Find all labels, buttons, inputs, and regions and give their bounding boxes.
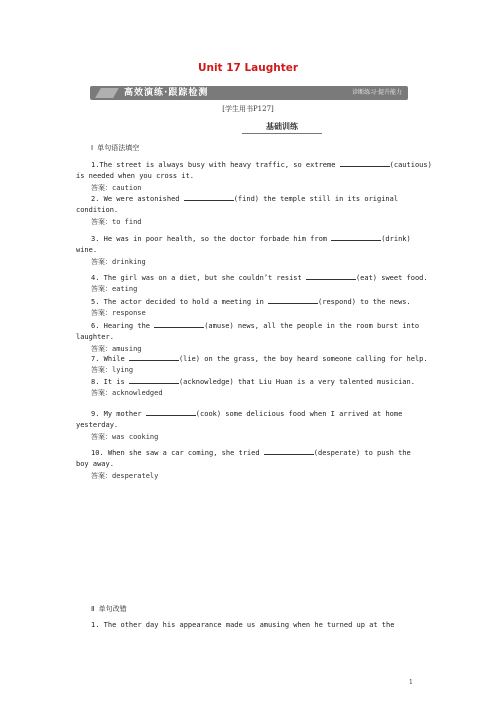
question-text: 4. The girl was on a diet, but she couldn’t resist	[91, 274, 306, 282]
answer-blank	[146, 408, 196, 416]
page-number: 1	[409, 679, 413, 686]
question-continuation: yesterday.	[76, 421, 119, 429]
section-tag: 基础训练	[242, 121, 322, 134]
answer-blank	[129, 376, 179, 384]
banner-right-label: 诊断练习·提升能力	[352, 89, 402, 96]
question-continuation: laughter.	[76, 333, 114, 341]
student-book-reference: [学生用书P127]	[222, 105, 274, 113]
part1-heading: Ⅰ 单句语法填空	[91, 144, 140, 152]
section-banner	[90, 86, 408, 100]
question-line	[91, 408, 402, 419]
question-text: 3. He was in poor health, so the doctor forbade him from	[91, 235, 332, 243]
question-text: (amuse) news, all the people in the room burst into	[204, 322, 420, 330]
question-text: 5. The actor decided to hold a meeting in	[91, 298, 269, 306]
question-line	[91, 320, 419, 331]
answer-text: 答案：was cooking	[91, 433, 159, 441]
part2-first-item: 1. The other day his appearance made us amusing when he turned up at the	[91, 621, 395, 629]
answer-text: 答案：desperately	[91, 472, 159, 480]
question-line	[91, 353, 428, 364]
answer-text: 答案：caution	[91, 184, 142, 192]
question-text: 8. It is	[91, 378, 129, 386]
question-line	[91, 272, 428, 283]
part2-heading: Ⅱ 单句改错	[91, 605, 127, 613]
question-text: 10. When she saw a car coming, she tried	[91, 449, 264, 457]
answer-text: 答案：amusing	[91, 345, 142, 353]
answer-text: 答案：lying	[91, 366, 134, 374]
question-text: (desperate) to push the	[313, 449, 411, 457]
answer-blank	[331, 233, 381, 241]
answer-blank	[340, 159, 390, 167]
page-title: Unit 17 Laughter	[197, 62, 299, 74]
question-text: 7. While	[91, 355, 129, 363]
question-text: (find) the temple still in its original	[233, 195, 399, 203]
answer-text: 答案：to find	[91, 218, 142, 226]
question-line	[91, 159, 432, 170]
answer-blank	[129, 353, 179, 361]
question-continuation: wine.	[76, 246, 98, 254]
question-continuation: condition.	[76, 206, 119, 214]
question-text: (respond) to the news.	[318, 298, 411, 306]
question-text: (acknowledge) that Liu Huan is a very talented musician.	[178, 378, 415, 386]
question-text: (cook) some delicious food when I arrived at home	[195, 410, 403, 418]
question-line	[91, 376, 415, 387]
answer-blank	[268, 296, 318, 304]
question-text: 6. Hearing the	[91, 322, 155, 330]
question-line	[91, 296, 411, 307]
answer-blank	[154, 320, 204, 328]
answer-blank	[306, 272, 356, 280]
question-text: (drink)	[381, 235, 411, 243]
question-text: (cautious)	[389, 161, 432, 169]
answer-text: 答案：acknowledged	[91, 389, 163, 397]
question-continuation: is needed when you cross it.	[76, 172, 195, 180]
question-line	[91, 233, 411, 244]
answer-blank	[184, 193, 234, 201]
answer-text: 答案：drinking	[91, 258, 146, 266]
question-text: (lie) on the grass, the boy heard someone calling for help.	[178, 355, 428, 363]
question-line	[91, 447, 411, 458]
question-continuation: boy away.	[76, 460, 114, 468]
banner-left-label: 高效演练·跟踪检测	[124, 88, 209, 98]
answer-text: 答案：eating	[91, 285, 138, 293]
answer-blank	[264, 447, 314, 455]
question-text: (eat) sweet food.	[355, 274, 428, 282]
answer-text: 答案：response	[91, 309, 146, 317]
question-text: 9. My mother	[91, 410, 146, 418]
question-line	[91, 193, 398, 204]
question-text: 2. We were astonished	[91, 195, 184, 203]
banner-decoration	[95, 88, 119, 98]
question-text: 1.The street is always busy with heavy traffic, so extreme	[91, 161, 340, 169]
